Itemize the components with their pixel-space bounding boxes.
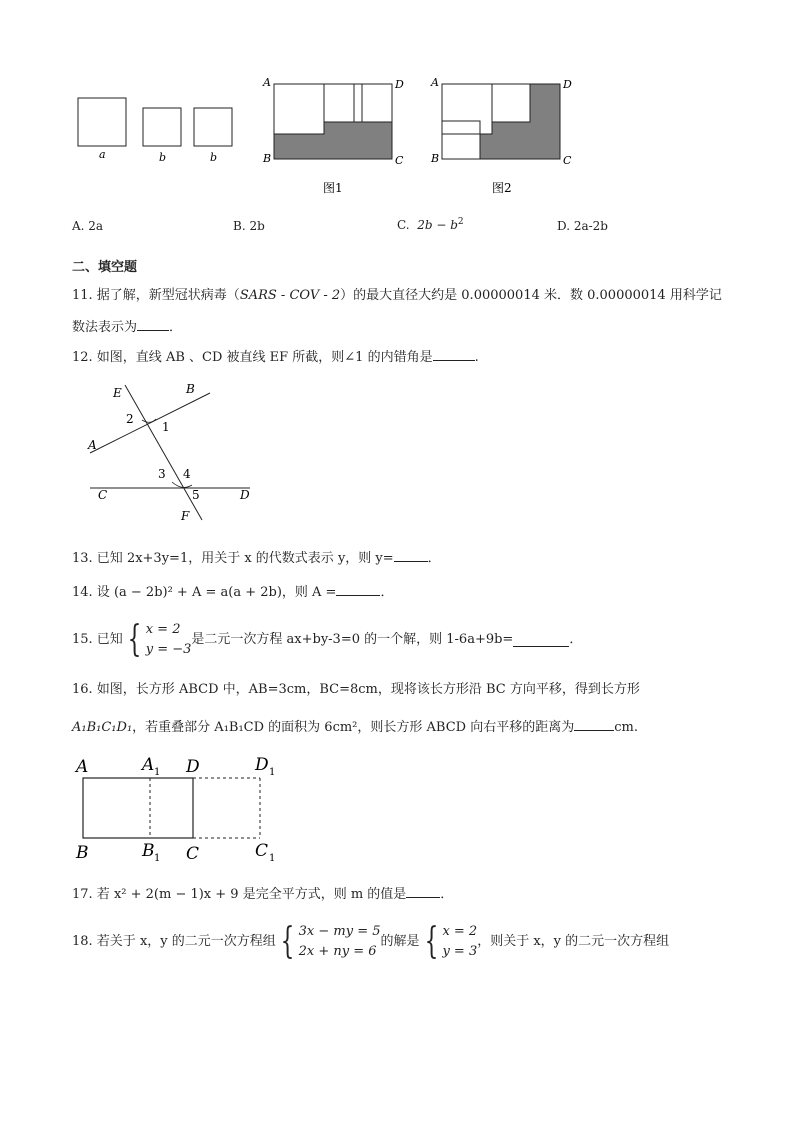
svg-text:B: B bbox=[186, 382, 195, 396]
q10-option-c: C. $2b - b^2$ bbox=[397, 217, 464, 232]
q12-blank[interactable] bbox=[433, 348, 475, 361]
q18-solution: x = 2 y = 3 bbox=[442, 924, 478, 959]
square-b2 bbox=[194, 108, 232, 146]
q13-text: 13. 已知 2x+3y=1，用关于 x 的代数式表示 y，则 y= ． bbox=[72, 551, 441, 566]
q14-blank[interactable] bbox=[336, 583, 380, 596]
q17-blank[interactable] bbox=[406, 885, 440, 898]
svg-text:1: 1 bbox=[154, 853, 161, 864]
q16-line2: A₁B₁C₁D₁，若重叠部分 A₁B₁CD 的面积为 6cm²，则长方形 ABCD 向右平移的距离为 cm. bbox=[72, 720, 638, 735]
q14-text: 14. 设 (a − 2b)² + A = a(a + 2b)，则 A = ． bbox=[72, 585, 394, 600]
q13-blank[interactable] bbox=[394, 549, 428, 562]
q16-blank[interactable] bbox=[574, 718, 614, 731]
q17-text: 17. 若 x² + 2(m − 1)x + 9 是完全平方式，则 m 的值是 ． bbox=[72, 887, 454, 902]
square-b1 bbox=[143, 108, 181, 146]
svg-text:A: A bbox=[76, 757, 89, 777]
q18-system: 3x − my = 5 2x + ny = 6 bbox=[298, 924, 381, 959]
q11-line2: 数法表示为 ． bbox=[72, 320, 183, 335]
q12-figure bbox=[80, 375, 270, 525]
q12-text: 12. 如图，直线 AB 、CD 被直线 EF 所截，则∠1 的内错角是 . bbox=[72, 350, 479, 365]
svg-text:1: 1 bbox=[162, 420, 170, 434]
figure-2 bbox=[430, 76, 572, 195]
svg-text:2: 2 bbox=[126, 412, 134, 426]
svg-text:C: C bbox=[98, 488, 108, 502]
top-figure bbox=[60, 70, 600, 200]
q10-option-d: D. 2a-2b bbox=[557, 219, 608, 233]
square-b2-label: b bbox=[210, 151, 218, 164]
svg-text:B: B bbox=[76, 843, 89, 863]
svg-text:5: 5 bbox=[192, 488, 200, 502]
svg-text:D: D bbox=[395, 78, 404, 91]
fig1-caption: 图1 bbox=[323, 181, 343, 195]
q15-system: x = 2 y = −3 bbox=[145, 622, 192, 657]
svg-text:B: B bbox=[263, 152, 272, 165]
section-title: 二、填空题 bbox=[72, 260, 138, 275]
svg-text:F: F bbox=[181, 509, 190, 523]
q15-blank[interactable] bbox=[513, 634, 569, 647]
svg-text:B: B bbox=[431, 152, 440, 165]
svg-text:C: C bbox=[255, 841, 269, 861]
svg-text:C: C bbox=[395, 154, 404, 167]
svg-text:A: A bbox=[142, 755, 155, 775]
q16-figure bbox=[70, 752, 300, 870]
square-a bbox=[78, 98, 126, 146]
svg-text:D: D bbox=[563, 78, 572, 91]
svg-text:C: C bbox=[186, 844, 200, 864]
q15-text: 15. 已知 { x = 2 y = −3是二元一次方程 ax+by-3=0 的一个解，则 1-6a+9b= ． bbox=[72, 619, 583, 660]
q10-option-a: A. 2a bbox=[72, 219, 104, 233]
q18-text: 18. 若关于 x，y 的二元一次方程组 { 3x − my = 5 2x + ny = 6的解是 { x = 2 y = 3，则关于 x，y 的二元一次方程组 bbox=[72, 921, 670, 962]
svg-text:1: 1 bbox=[269, 767, 276, 778]
q11-line1: 11. 据了解，新型冠状病毒（SARS - COV - 2）的最大直径大约是 0.00000014 米．数 0.00000014 用科学记 bbox=[72, 288, 722, 303]
svg-text:D: D bbox=[240, 488, 250, 502]
svg-text:1: 1 bbox=[269, 853, 276, 864]
svg-text:B: B bbox=[142, 841, 155, 861]
square-a-label: a bbox=[99, 148, 106, 161]
svg-text:A: A bbox=[431, 76, 439, 89]
svg-text:3: 3 bbox=[158, 467, 166, 481]
q10-option-b: B. 2b bbox=[233, 219, 265, 233]
svg-text:D: D bbox=[186, 757, 200, 777]
svg-text:C: C bbox=[563, 154, 572, 167]
square-b1-label: b bbox=[159, 151, 167, 164]
q11-blank[interactable] bbox=[137, 318, 169, 331]
svg-text:D: D bbox=[255, 755, 269, 775]
svg-text:4: 4 bbox=[183, 467, 191, 481]
svg-text:A: A bbox=[88, 438, 97, 452]
figure-1 bbox=[262, 76, 404, 195]
svg-text:A: A bbox=[263, 76, 271, 89]
svg-text:E: E bbox=[113, 386, 122, 400]
svg-text:1: 1 bbox=[154, 767, 161, 778]
fig2-caption: 图2 bbox=[492, 181, 512, 195]
q16-line1: 16. 如图，长方形 ABCD 中，AB=3cm，BC=8cm，现将该长方形沿 BC 方向平移，得到长方形 bbox=[72, 682, 640, 697]
